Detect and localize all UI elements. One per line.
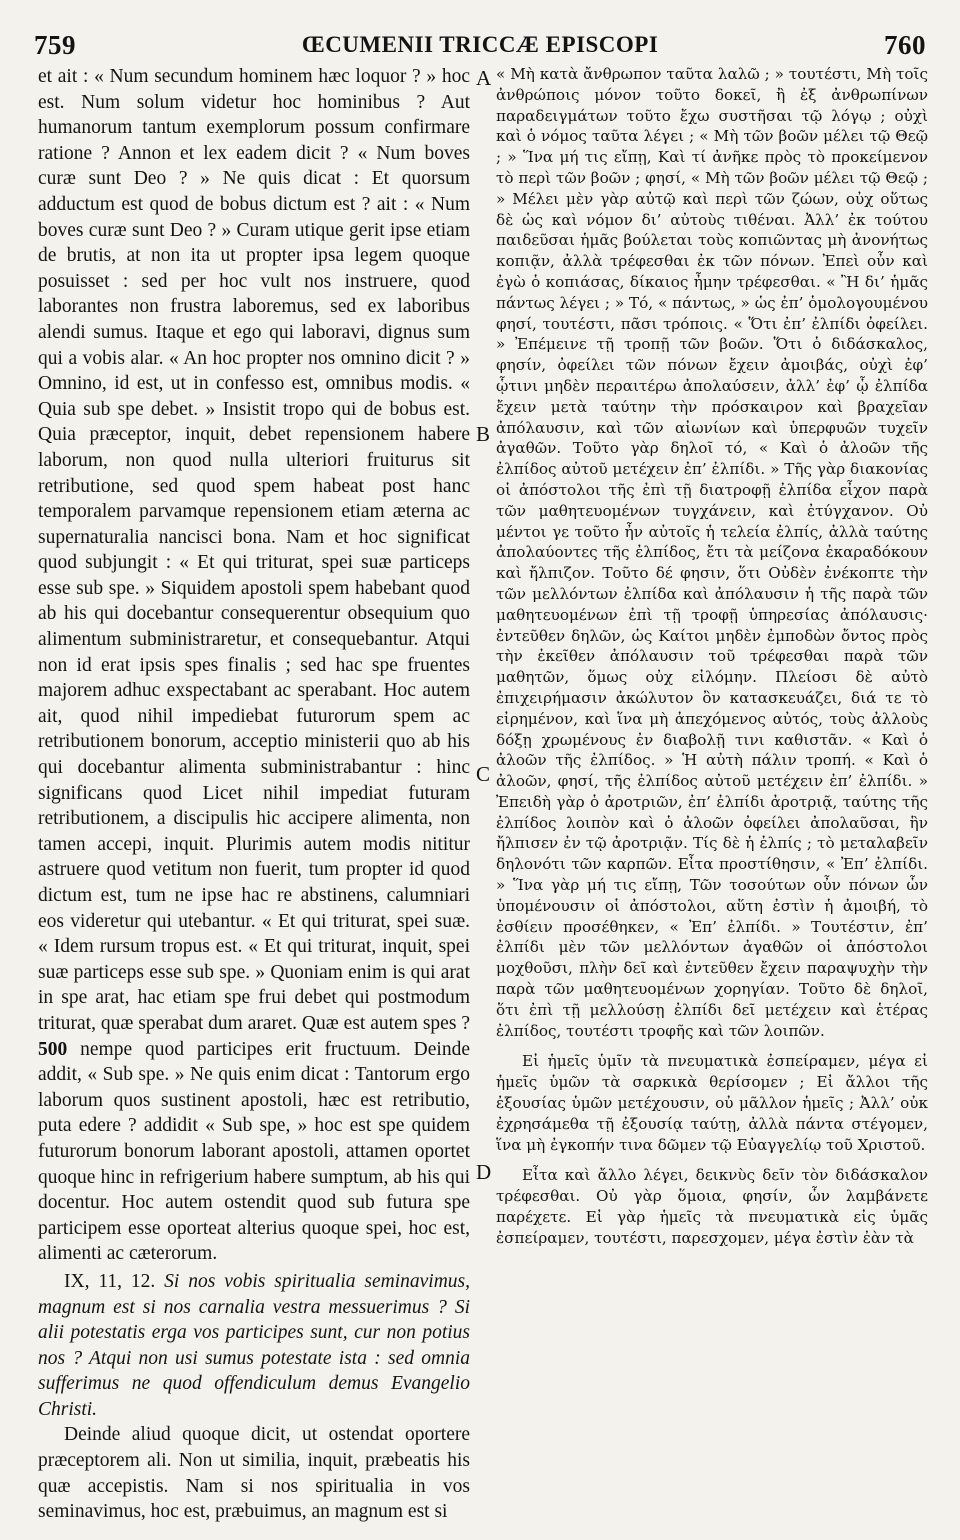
latin-scripture-paragraph xyxy=(38,1269,470,1423)
latin-column xyxy=(38,64,470,1525)
margin-letter-c: C xyxy=(476,762,491,786)
page-header xyxy=(0,30,960,64)
greek-column xyxy=(496,64,928,1249)
scripture-text: Si nos vobis spiritualia seminavimus, magnum est si nos carnalia vestra messuerimus ? Si alii potestatis erga vos participes sunt, cur non potius nos ? Atqui non usi sumus potestate ista : sed omnia sufferimus ne quod offendiculum demus Evangelio Christi. xyxy=(38,1270,471,1420)
margin-letter-d: D xyxy=(476,1160,492,1184)
running-title: ŒCUMENII TRICCÆ EPISCOPI xyxy=(301,32,659,57)
latin-text-1-continued: nempe quod participes erit fructuum. Deinde addit, « Sub spe. » Ne quis enim dicat : Tantorum ergo laborum quos sustinent apostoli, hæc est retributio, puta edere ? addidit « Sub spe, » hoc est spe quidem futurorum bonorum laborant apostoli, attamen oportet quoque hinc in refrigerium habere sumptum, ab his qui docentur. Hoc autem ostendit quod sub futura spe participem esse oporteat alterius quoque spei, hoc est, alimenti ac cæterorum. xyxy=(38,1038,470,1265)
column-number: 500 xyxy=(38,1038,68,1060)
greek-scripture-paragraph: Εἰ ἡμεῖς ὑμῖν τὰ πνευματικὰ ἐσπείραμεν, μέγα εἰ ἡμεῖς ὑμῶν τὰ σαρκικὰ θερίσομεν ; Εἰ ἄλλοι τῆς ἐξουσίας ὑμῶν μετέχουσιν, οὐ μᾶλλον ἡμεῖς ; Ἀλλ’ οὐκ ἐχρησάμεθα τῇ ἐξουσίᾳ ταύτῃ, ἀλλὰ πάντα στέγομεν, ἵνα μὴ ἐγκοπήν τινα δῶμεν τῷ Εὐαγγελίῳ τοῦ Χριστοῦ. xyxy=(496,1052,928,1154)
page-number-left: 759 xyxy=(34,30,76,60)
verse-reference: IX, 11, 12. xyxy=(64,1270,165,1292)
greek-paragraph-1: « Μὴ κατὰ ἄνθρωπον ταῦτα λαλῶ ; » τουτέστι, Μὴ τοῖς ἀνθρώποις μόνον τοῦτο δοκεῖ, ἢ ἐξ ἀνθρωπίνων παραδειγμάτων τοῦτο ἔχω συστῆσαι τῷ λόγῳ ; οὐχὶ καὶ ὁ νόμος ταῦτα λέγει ; « Μὴ τῶν βοῶν μέλει τῷ Θεῷ ; » Ἵνα μή τις εἴπῃ, Καὶ τί ἀνῆκε πρὸς τὸ προκείμενον τὸ περὶ τῶν βοῶν ; φησί, « Μὴ τῶν βοῶν μέλει τῷ Θεῷ ; » Μέλει μὲν γὰρ αὐτῷ καὶ περὶ τῶν ζώων, οὐχ οὕτως δὲ ὡς καὶ νόμον δι’ αὐτοὺς τιθέναι. Ἀλλ’ ἐκ τούτου παιδεῦσαι ἡμᾶς βούλεται τοὺς κοπιῶντας μὴ ἀνονήτως κοπιᾷν, ἀλλὰ τρέφεσθαι ἐκ τῶν πόνων. Ἐπεὶ οὖν καὶ ἐγὼ ὁ κοπιάσας, δίκαιος ἦμην τρέφεσθαι. « Ἢ δι’ ἡμᾶς πάντως λέγει ; » Τό, « πάντως, » ὡς ἐπ’ ὁμολογουμένου φησί, τουτέστι, πᾶσι τρόποις. « Ὅτι ἐπ’ ἐλπίδι ὀφείλει. » Ἐπέμεινε τῇ τροπῇ τῶν βοῶν. Ὅτι ὁ διδάσκαλος, φησίν, ὀφείλει τῶν πόνων ἔχειν ἀμοιβάς, οὐχὶ ἐφ’ ᾧτινι μηδὲν περαιτέρω ἀπολαύσειν, ἀλλ’ ἐφ’ ᾧ ἐλπίδα ἔχειν μετὰ ταύτην τὴν πρόσκαιρον καὶ βραχεῖαν ἀπόλαυσιν, καὶ τῶν αἰωνίων καὶ ὑπερφυῶν τυχεῖν ἀγαθῶν. Τοῦτο γὰρ δηλοῖ τό, « Καὶ ὁ ἀλοῶν τῆς ἐλπίδος αὐτοῦ μετέχειν ἐπ’ ἐλπίδι. » Τῆς γὰρ διακονίας οἱ ἀπόστολοι τῆς ἐπὶ τῇ διατροφῇ ἐλπίδα εἶχον παρὰ τῶν μαθητευομένων τυγχάνειν, καὶ ἐτύγχανον. Οὐ μέντοι γε τοῦτο ἦν αὐτοῖς ἡ τελεία ἐλπίς, ἀλλὰ ταύτης ἀπολαύοντες τῆς ἐλπίδος, ἔτι τὰ μείζονα ἐκαραδόκουν καὶ ἤλπιζον. Τοῦτο δέ φησιν, ὅτι Οὐδὲν ἐνέκοπτε τὴν τῶν μελλόντων ἐλπίδα καὶ ἀπόλαυσιν ἡ τῆς παρὰ τῶν μαθητευομένων ἐπὶ τῇ τροφῇ ὑπηρεσίας ἀπόλαυσις· ἐντεῦθεν δηλῶν, ὡς Καίτοι μηδὲν ἐμποδὼν ὄντος πρὸς τὴν ἐκεῖθεν ἀπόλαυσιν τοῦ τρέφεσθαι παρὰ τῶν μαθητῶν, ὅμως οὐχ εἰλόμην. Πλείοσι δὲ αὐτὸ ἐπιχειρήμασιν ἀκώλυτον ὂν κατασκευάζει, διά τε τὸ εἰρημένον, καὶ ἵνα μὴ ἀπεχόμενος αὐτός, τοὺς ἀλλοὺς δόξῃ χρωμένους ἐν διαβολῇ τινι καθιστᾶν. « Καὶ ὁ ἀλοῶν τῆς ἐλπίδος. » Ἡ αὐτὴ πάλιν τροπή. « Καὶ ὁ ἀλοῶν, φησί, τῆς ἐλπίδος αὐτοῦ μετέχειν ἐπ’ ἐλπίδι. » Ἐπειδὴ γὰρ ὁ ἀροτριῶν, ἐπ’ ἐλπίδι ἀροτριᾷ, ταύτης τῆς ἐλπίδος λοιπὸν καὶ ὁ ἀλοῶν ὀφείλει ἀπολαῦσαι, ἣν ἤλπισεν ἐν τῷ ἀροτριᾷν. Τίς δὲ ἡ ἐλπίς ; τὸ μεταλαβεῖν δηλονότι τῶν καρπῶν. Εἶτα προστίθησιν, « Ἐπ’ ἐλπίδι. » Ἵνα γὰρ μή τις εἴπῃ, Τῶν τοσούτων οὖν πόνων ὧν ὑπομένουσιν οἱ ἀπόστολοι, αὕτη ἐστὶν ἡ ἀμοιβή, τὸ ἐσθίειν προσέθηκεν, « Ἐπ’ ἐλπίδι. » Τουτέστιν, ἐπ’ ἐλπίδι μὲν τῶν μελλόντων ἀγαθῶν οἱ ἀπόστολοι μοχθοῦσι, πλὴν δεῖ καὶ ἐντεῦθεν ἔχειν παραψυχὴν τὴν παρὰ τῶν μαθητευομένων χορηγίαν. Τοῦτο δὲ δηλοῖ, ὅτι ἐπὶ τῇ μελλούσῃ ἐλπίδι δεῖ μετέχειν καὶ ἑτέρας ἐλπίδος, τουτέστι τροφῆς καὶ τῶν λοιπῶν. xyxy=(496,65,928,1040)
greek-paragraph-3: Εἶτα καὶ ἄλλο λέγει, δεικνὺς δεῖν τὸν διδάσκαλον τρέφεσθαι. Οὐ γὰρ ὅμοια, φησίν, ὧν λαμβάνετε παρέχετε. Εἰ γὰρ ἡμεῖς τὰ πνευματικὰ εἰς ὑμᾶς ἐσπείραμεν, τουτέστι, παρεσχομεν, μέγα ἐστὶν ἐὰν τὰ xyxy=(496,1166,928,1247)
page-number-right: 760 xyxy=(884,30,926,60)
latin-text-1: et ait : « Num secundum hominem hæc loquor ? » hoc est. Num solum videtur hoc hominibus ? Aut humanorum tantum exemplorum possum confirmare ratione ? Annon et lex eadem dicit ? « Num boves curæ sunt Deo ? » Ne quis dicat : Et quorsum adductum est quod de bobus dictum est ? ait : « Num boves curæ sunt Deo ? » Curam utique gerit ipse etiam de brutis, at non ita ut propter ipsa legem quoque posuisset : sed per hoc vult nos instruere, quod laborantes non frustra laboremus, sed ex laboribus alendi sumus. Itaque et ego qui laboravi, dignus sum qui a vobis alar. « An hoc propter nos omnino dicit ? » Omnino, id est, ut in confesso est, omnibus modis. « Quia sub spe debet. » Insistit tropo qui de bobus est. Quia præceptor, inquit, debet repensionem habere laborum, non quod nulla ulteriori fruiturus sit retributione, sed quod spem habeat post hanc temporalem parvamque repensionem etiam æterna ac supernaturalia nancisci bona. Nam et hoc significat quod subjungit : « Et qui triturat, spei suæ particeps esse sub spe. » Siquidem apostoli spem habebant quod ab his qui docebantur consequerentur obsequium quo alimentum subministraretur, et consequebantur. Atqui non id erat ipsis spes finalis ; sed hac spe fruentes majorem adhuc exspectabant ac sperabant. Hoc autem ait, quod nihil impediebat futurorum spem ac retributionem bonorum, acceptio ministerii quo ab his qui docebantur alimenta subministrabantur : hinc significans quod Licet nihil impediat futuram retributionem, a discipulis hic accipere alimenta, non tamen accepi, inquit. Plurimis autem modis nititur astruere quod vetitum non fuerit, tum propter id quod dictum est, tum ne ipse hac re abstinens, calumniari eos videretur qui utebantur. « Et qui triturat, spei suæ. « Idem rursum tropus est. « Et qui triturat, inquit, spei suæ particeps esse sub spe. » Quoniam enim is qui arat in spe arat, hac etiam spe frui debet qui postmodum triturat, quæ sperabat dum araret. Quæ est autem spes ? xyxy=(38,66,470,1034)
margin-letter-a: A xyxy=(476,66,492,90)
latin-paragraph-1 xyxy=(38,64,470,1267)
margin-letter-b: B xyxy=(476,422,491,446)
latin-paragraph-3: Deinde aliud quoque dicit, ut ostendat oportere præceptorem ali. Non ut similia, inquit, præbeatis his quæ accepistis. Nam si nos spiritualia in vos seminavimus, hoc est, præbuimus, an magnum est si xyxy=(38,1424,470,1523)
